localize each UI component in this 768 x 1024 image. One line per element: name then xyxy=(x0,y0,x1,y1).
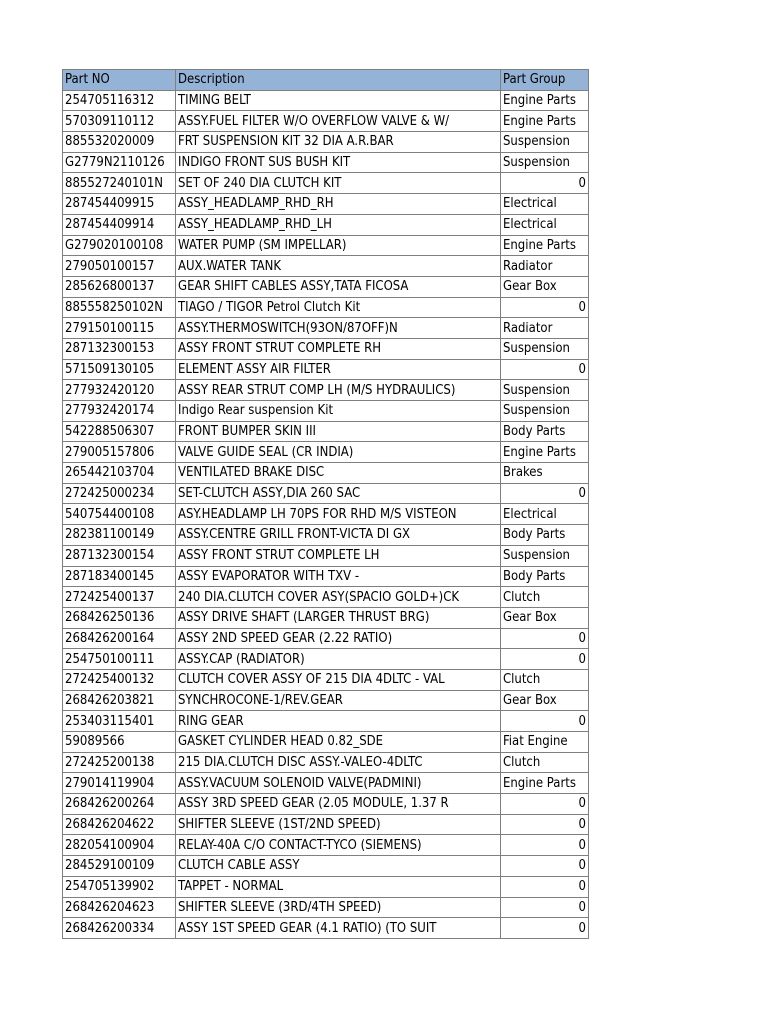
table-row xyxy=(63,421,589,442)
table-row xyxy=(63,607,589,628)
cell-part-no: 279014119904 xyxy=(63,773,176,794)
cell-part-group: Gear Box xyxy=(501,607,589,628)
table-row xyxy=(63,256,589,277)
cell-part-group: 0 xyxy=(501,649,589,670)
table-row xyxy=(63,401,589,422)
cell-part-group: Suspension xyxy=(501,545,589,566)
cell-part-no: G279020100108 xyxy=(63,235,176,256)
cell-description: TAPPET - NORMAL xyxy=(176,876,501,897)
cell-part-no: 272425000234 xyxy=(63,483,176,504)
cell-part-no: 287454409915 xyxy=(63,194,176,215)
cell-description: CLUTCH CABLE ASSY xyxy=(176,856,501,877)
cell-part-no: 268426200264 xyxy=(63,794,176,815)
cell-part-no: 282054100904 xyxy=(63,835,176,856)
cell-part-group: 0 xyxy=(501,814,589,835)
cell-description: ASSY DRIVE SHAFT (LARGER THRUST BRG) xyxy=(176,607,501,628)
cell-part-group: Engine Parts xyxy=(501,111,589,132)
cell-part-group: 0 xyxy=(501,359,589,380)
cell-description: TIAGO / TIGOR Petrol Clutch Kit xyxy=(176,297,501,318)
cell-part-group: Engine Parts xyxy=(501,235,589,256)
table-row xyxy=(63,442,589,463)
cell-description: ASSY 2ND SPEED GEAR (2.22 RATIO) xyxy=(176,628,501,649)
cell-part-no: 885527240101N xyxy=(63,173,176,194)
table-row xyxy=(63,276,589,297)
table-row xyxy=(63,814,589,835)
table-row xyxy=(63,463,589,484)
cell-description: INDIGO FRONT SUS BUSH KIT xyxy=(176,152,501,173)
cell-description: ASSY.VACUUM SOLENOID VALVE(PADMINI) xyxy=(176,773,501,794)
table-row xyxy=(63,90,589,111)
table-row xyxy=(63,235,589,256)
table-row xyxy=(63,711,589,732)
cell-part-no: 268426204622 xyxy=(63,814,176,835)
cell-part-no: 254705116312 xyxy=(63,90,176,111)
table-row xyxy=(63,628,589,649)
table-header xyxy=(63,70,589,91)
cell-part-group: Suspension xyxy=(501,401,589,422)
cell-part-no: 59089566 xyxy=(63,732,176,753)
cell-description: RING GEAR xyxy=(176,711,501,732)
cell-part-no: 540754400108 xyxy=(63,504,176,525)
table-row xyxy=(63,835,589,856)
table-row xyxy=(63,173,589,194)
cell-part-group: Electrical xyxy=(501,214,589,235)
cell-part-no: 571509130105 xyxy=(63,359,176,380)
table-row xyxy=(63,690,589,711)
cell-part-no: 254705139902 xyxy=(63,876,176,897)
cell-description: ASSY.CENTRE GRILL FRONT-VICTA DI GX xyxy=(176,525,501,546)
cell-description: ASSY_HEADLAMP_RHD_RH xyxy=(176,194,501,215)
cell-part-group: 0 xyxy=(501,297,589,318)
table-row xyxy=(63,504,589,525)
cell-part-no: G2779N2110126 xyxy=(63,152,176,173)
cell-description: AUX.WATER TANK xyxy=(176,256,501,277)
cell-description: FRONT BUMPER SKIN III xyxy=(176,421,501,442)
cell-description: WATER PUMP (SM IMPELLAR) xyxy=(176,235,501,256)
cell-description: ASSY 3RD SPEED GEAR (2.05 MODULE, 1.37 R xyxy=(176,794,501,815)
table-row xyxy=(63,545,589,566)
cell-part-no: 272425400132 xyxy=(63,669,176,690)
table-row xyxy=(63,587,589,608)
cell-part-no: 570309110112 xyxy=(63,111,176,132)
cell-part-group: Suspension xyxy=(501,132,589,153)
cell-part-group: Engine Parts xyxy=(501,90,589,111)
table-row xyxy=(63,214,589,235)
header-part-no: Part NO xyxy=(63,70,176,91)
cell-description: SYNCHROCONE-1/REV.GEAR xyxy=(176,690,501,711)
cell-part-no: 272425200138 xyxy=(63,752,176,773)
cell-part-group: Suspension xyxy=(501,152,589,173)
cell-description: ASSY REAR STRUT COMP LH (M/S HYDRAULICS) xyxy=(176,380,501,401)
cell-description: Indigo Rear suspension Kit xyxy=(176,401,501,422)
cell-part-group: 0 xyxy=(501,856,589,877)
cell-part-group: Fiat Engine xyxy=(501,732,589,753)
table-row xyxy=(63,318,589,339)
table-row xyxy=(63,483,589,504)
table-row xyxy=(63,297,589,318)
cell-part-no: 279005157806 xyxy=(63,442,176,463)
cell-part-no: 279150100115 xyxy=(63,318,176,339)
cell-description: ASSY.FUEL FILTER W/O OVERFLOW VALVE & W/ xyxy=(176,111,501,132)
cell-part-no: 287132300153 xyxy=(63,338,176,359)
table-row xyxy=(63,773,589,794)
cell-part-no: 272425400137 xyxy=(63,587,176,608)
table-row xyxy=(63,856,589,877)
cell-part-no: 282381100149 xyxy=(63,525,176,546)
cell-description: 215 DIA.CLUTCH DISC ASSY.-VALEO-4DLTC xyxy=(176,752,501,773)
cell-part-group: 0 xyxy=(501,835,589,856)
cell-description: ASSY FRONT STRUT COMPLETE RH xyxy=(176,338,501,359)
cell-part-no: 254750100111 xyxy=(63,649,176,670)
cell-part-no: 277932420174 xyxy=(63,401,176,422)
cell-description: ASSY.THERMOSWITCH(93ON/87OFF)N xyxy=(176,318,501,339)
cell-part-no: 268426204623 xyxy=(63,897,176,918)
cell-part-no: 287454409914 xyxy=(63,214,176,235)
cell-part-group: Engine Parts xyxy=(501,442,589,463)
table-row xyxy=(63,132,589,153)
cell-part-no: 268426200164 xyxy=(63,628,176,649)
header-row xyxy=(63,70,589,91)
cell-part-group: 0 xyxy=(501,897,589,918)
cell-description: ASSY.CAP (RADIATOR) xyxy=(176,649,501,670)
table-row xyxy=(63,194,589,215)
table-row xyxy=(63,566,589,587)
cell-part-group: Suspension xyxy=(501,380,589,401)
cell-part-no: 284529100109 xyxy=(63,856,176,877)
cell-part-group: Radiator xyxy=(501,318,589,339)
cell-part-group: 0 xyxy=(501,628,589,649)
table-row xyxy=(63,525,589,546)
header-description: Description xyxy=(176,70,501,91)
cell-part-group: 0 xyxy=(501,876,589,897)
cell-part-group: Gear Box xyxy=(501,276,589,297)
table-row xyxy=(63,338,589,359)
cell-part-group: Suspension xyxy=(501,338,589,359)
cell-part-no: 287132300154 xyxy=(63,545,176,566)
cell-description: VENTILATED BRAKE DISC xyxy=(176,463,501,484)
table-row xyxy=(63,649,589,670)
header-part-group: Part Group xyxy=(501,70,589,91)
cell-part-group: Body Parts xyxy=(501,525,589,546)
cell-description: ASSY_HEADLAMP_RHD_LH xyxy=(176,214,501,235)
cell-part-no: 885532020009 xyxy=(63,132,176,153)
cell-part-group: Clutch xyxy=(501,752,589,773)
cell-description: FRT SUSPENSION KIT 32 DIA A.R.BAR xyxy=(176,132,501,153)
cell-description: SET-CLUTCH ASSY,DIA 260 SAC xyxy=(176,483,501,504)
cell-description: SHIFTER SLEEVE (3RD/4TH SPEED) xyxy=(176,897,501,918)
cell-part-no: 268426200334 xyxy=(63,918,176,939)
cell-part-group: 0 xyxy=(501,794,589,815)
cell-part-no: 285626800137 xyxy=(63,276,176,297)
cell-description: TIMING BELT xyxy=(176,90,501,111)
table-row xyxy=(63,669,589,690)
cell-part-group: 0 xyxy=(501,483,589,504)
table-row xyxy=(63,897,589,918)
cell-part-group: Clutch xyxy=(501,587,589,608)
cell-part-no: 268426250136 xyxy=(63,607,176,628)
cell-part-group: Body Parts xyxy=(501,566,589,587)
parts-table xyxy=(62,69,589,939)
table-row xyxy=(63,380,589,401)
cell-description: ELEMENT ASSY AIR FILTER xyxy=(176,359,501,380)
cell-description: ASSY EVAPORATOR WITH TXV - xyxy=(176,566,501,587)
cell-description: ASSY FRONT STRUT COMPLETE LH xyxy=(176,545,501,566)
cell-part-group: 0 xyxy=(501,918,589,939)
cell-description: GASKET CYLINDER HEAD 0.82_SDE xyxy=(176,732,501,753)
cell-part-group: Body Parts xyxy=(501,421,589,442)
cell-description: SHIFTER SLEEVE (1ST/2ND SPEED) xyxy=(176,814,501,835)
cell-part-no: 268426203821 xyxy=(63,690,176,711)
table-row xyxy=(63,752,589,773)
cell-part-no: 279050100157 xyxy=(63,256,176,277)
cell-part-no: 265442103704 xyxy=(63,463,176,484)
cell-description: ASSY 1ST SPEED GEAR (4.1 RATIO) (TO SUIT xyxy=(176,918,501,939)
cell-part-no: 542288506307 xyxy=(63,421,176,442)
table-row xyxy=(63,794,589,815)
table-row xyxy=(63,359,589,380)
cell-description: ASY.HEADLAMP LH 70PS FOR RHD M/S VISTEON xyxy=(176,504,501,525)
cell-part-group: 0 xyxy=(501,173,589,194)
table-row xyxy=(63,732,589,753)
cell-part-group: Clutch xyxy=(501,669,589,690)
cell-description: VALVE GUIDE SEAL (CR INDIA) xyxy=(176,442,501,463)
table-body xyxy=(63,90,589,938)
cell-part-group: Electrical xyxy=(501,194,589,215)
cell-part-group: Gear Box xyxy=(501,690,589,711)
cell-description: GEAR SHIFT CABLES ASSY,TATA FICOSA xyxy=(176,276,501,297)
cell-description: SET OF 240 DIA CLUTCH KIT xyxy=(176,173,501,194)
table-row xyxy=(63,918,589,939)
cell-part-group: Engine Parts xyxy=(501,773,589,794)
cell-part-group: 0 xyxy=(501,711,589,732)
cell-description: CLUTCH COVER ASSY OF 215 DIA 4DLTC - VAL xyxy=(176,669,501,690)
cell-part-group: Electrical xyxy=(501,504,589,525)
cell-part-no: 253403115401 xyxy=(63,711,176,732)
cell-part-no: 287183400145 xyxy=(63,566,176,587)
cell-part-no: 277932420120 xyxy=(63,380,176,401)
cell-description: RELAY-40A C/O CONTACT-TYCO (SIEMENS) xyxy=(176,835,501,856)
cell-part-no: 885558250102N xyxy=(63,297,176,318)
cell-part-group: Brakes xyxy=(501,463,589,484)
cell-part-group: Radiator xyxy=(501,256,589,277)
table-row xyxy=(63,111,589,132)
cell-description: 240 DIA.CLUTCH COVER ASY(SPACIO GOLD+)CK xyxy=(176,587,501,608)
table-row xyxy=(63,876,589,897)
table-row xyxy=(63,152,589,173)
